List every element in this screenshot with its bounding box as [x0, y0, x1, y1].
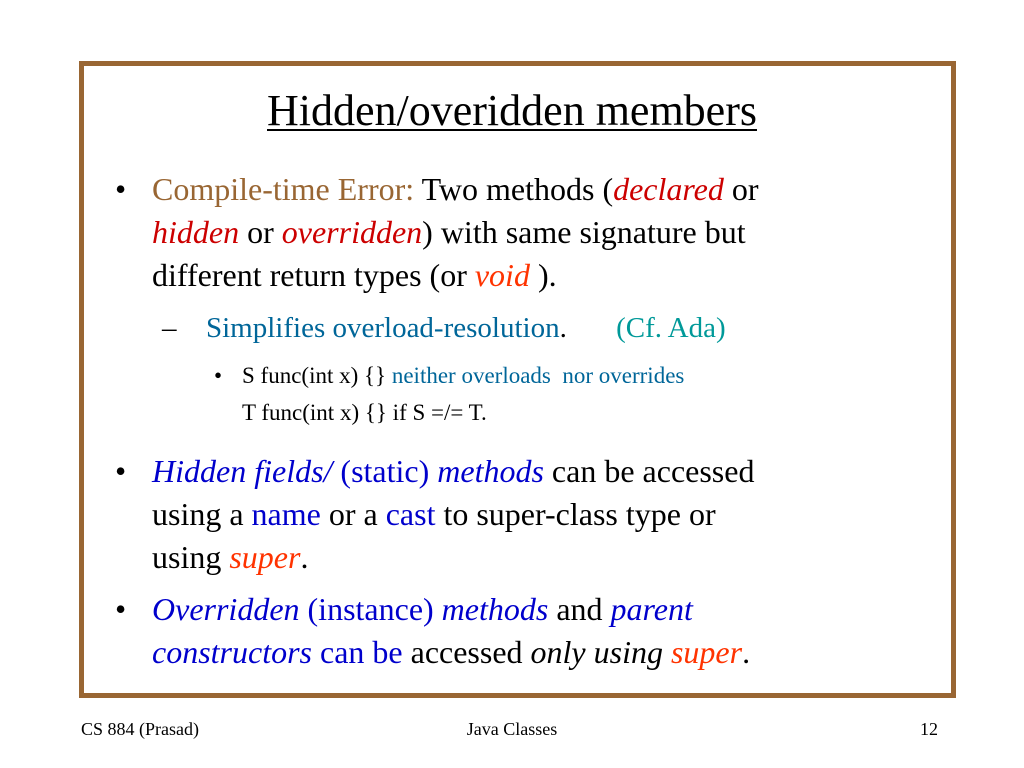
bullet-line — [152, 493, 754, 536]
cf-ada-note: (Cf. Ada) — [616, 312, 726, 344]
bullet-line — [152, 536, 754, 579]
text-span: . — [742, 634, 751, 670]
text-span: . — [300, 539, 309, 575]
text-span: and — [556, 591, 603, 627]
cast-keyword: cast — [385, 496, 436, 532]
methods-text: methods — [437, 453, 544, 489]
text-span: using — [152, 539, 222, 575]
page-number: 12 — [920, 719, 938, 739]
overridden-text: Overridden — [152, 591, 300, 627]
bullet-line — [152, 211, 759, 254]
simplifies-text: Simplifies overload-resolution — [206, 312, 560, 344]
instance-text: (instance) — [307, 591, 434, 627]
text-span: or a — [328, 496, 378, 532]
footer-center: Java Classes — [466, 719, 558, 739]
bullet-compile-time-error — [115, 168, 759, 297]
parent-text: parent — [610, 591, 693, 627]
text-span: different return types (or — [152, 257, 467, 293]
text-span: accessed — [410, 634, 523, 670]
constructors-text: constructors — [152, 634, 312, 670]
error-label: Compile-time Error: — [152, 171, 415, 207]
hidden-fields-text: Hidden fields/ — [152, 453, 333, 489]
bullet-hidden-fields — [115, 450, 755, 579]
note-neither-overloads: neither overloads nor overrides — [391, 363, 685, 388]
period: . — [559, 312, 567, 344]
bullet-line — [152, 588, 750, 631]
text-span: to super-class type or — [443, 496, 716, 532]
text-span: or — [731, 171, 759, 207]
only-using-text: only using — [530, 634, 663, 670]
bullet-line — [152, 254, 759, 297]
bullet-line — [152, 450, 754, 493]
text-span: can be accessed — [551, 453, 755, 489]
bullet-dot-icon: • — [115, 171, 127, 207]
bullet-dot-icon: • — [115, 591, 127, 627]
static-text: (static) — [340, 453, 430, 489]
emphasis-void: void — [474, 257, 530, 293]
emphasis-declared: declared — [613, 171, 724, 207]
bullet-dot-icon: • — [115, 453, 127, 489]
footer-left: CS 884 (Prasad) — [81, 719, 199, 739]
text-span: using a — [152, 496, 244, 532]
text-span: ) with same signature but — [422, 214, 746, 250]
emphasis-hidden: hidden — [152, 214, 240, 250]
code-line — [242, 357, 684, 394]
bullet-line — [152, 631, 750, 674]
emphasis-overridden: overridden — [281, 214, 423, 250]
text-span: or — [247, 214, 274, 250]
code-s-func: S func(int x) {} — [242, 363, 387, 388]
sub-sub-bullet-example — [214, 357, 685, 431]
bullet-line — [152, 168, 759, 211]
name-keyword: name — [251, 496, 321, 532]
bullet-overridden-methods — [115, 588, 751, 674]
slide-title: Hidden/overidden members — [267, 86, 757, 135]
can-be-text: can be — [320, 634, 403, 670]
sub-bullet-overload-resolution — [162, 310, 726, 346]
code-t-func: T func(int x) {} if S =/= T. — [242, 400, 487, 425]
dash-icon: – — [162, 312, 177, 344]
methods-text: methods — [441, 591, 549, 627]
text-span: Two methods ( — [421, 171, 614, 207]
super-keyword: super — [670, 634, 743, 670]
text-span: ). — [537, 257, 557, 293]
code-line — [242, 394, 684, 431]
super-keyword: super — [229, 539, 301, 575]
bullet-dot-icon: • — [214, 363, 223, 388]
